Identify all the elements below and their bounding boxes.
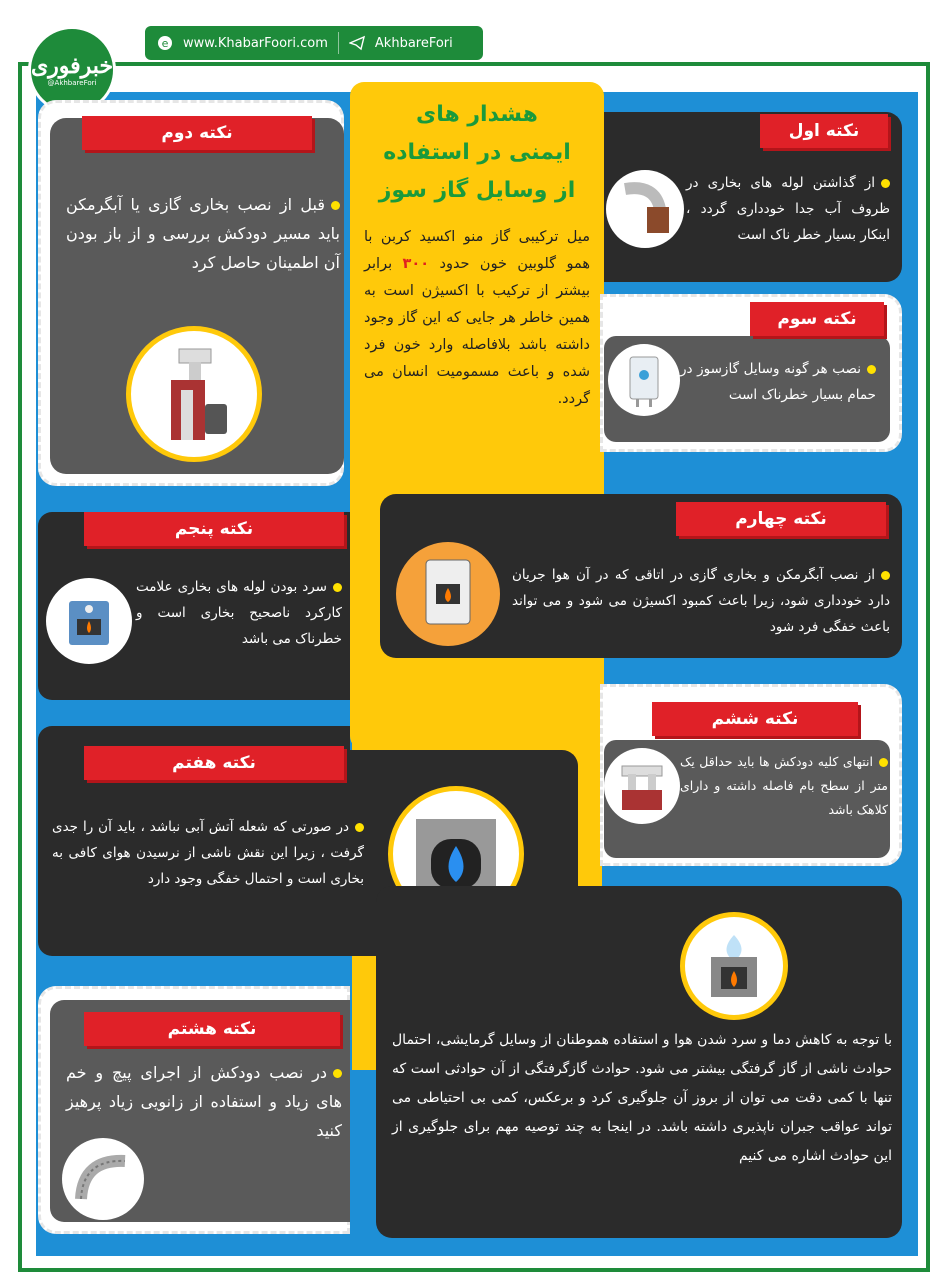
bullet-icon bbox=[867, 365, 876, 374]
center-body-part1: میل ترکیبی گاز منو اکسید کربن با همو گلوبین خون حدود bbox=[364, 229, 590, 272]
tip4-image bbox=[396, 542, 500, 646]
tip1-title: نکته اول bbox=[760, 114, 888, 148]
tip1-text-content: از گذاشتن لوله های بخاری در ظروف آب جدا خودداری گردد ، اینکار بسیار خطر ناک است bbox=[686, 175, 890, 243]
telegram-link[interactable]: AkhbareFori bbox=[374, 35, 453, 51]
main-title bbox=[358, 96, 596, 210]
title-line-3: از وسایل گاز سوز bbox=[378, 178, 576, 203]
logo-text: خبرفوری bbox=[30, 53, 114, 79]
bullet-icon bbox=[331, 201, 340, 210]
bullet-icon bbox=[355, 823, 364, 832]
center-body-text bbox=[364, 224, 590, 413]
tip7-title: نکته هفتم bbox=[84, 746, 344, 780]
tip2-image bbox=[126, 326, 262, 462]
title-line-2: ایمنی در استفاده bbox=[383, 140, 571, 165]
tip2-text-content: قبل از نصب بخاری گازی یا آبگرمکن باید مسیر دودکش بررسی و از باز بودن آن اطمینان حاصل کرد bbox=[66, 195, 340, 272]
tip4-title: نکته چهارم bbox=[676, 502, 886, 536]
svg-text:e: e bbox=[161, 37, 169, 50]
bullet-icon bbox=[881, 179, 890, 188]
tip4-text bbox=[512, 562, 890, 640]
heater-fireplace-icon bbox=[699, 931, 769, 1001]
tip4-text-content: از نصب آبگرمکن و بخاری گازی در اتاقی که در آن هوا جریان دارد خودداری شود، زیرا باعث کمبود اکسیژن می شود و می تواند باعث خفگی فرد شود bbox=[512, 567, 890, 635]
bullet-icon bbox=[333, 1069, 342, 1078]
tip6-title: نکته ششم bbox=[652, 702, 858, 736]
tip8-title: نکته هشتم bbox=[84, 1012, 340, 1046]
bullet-icon bbox=[881, 571, 890, 580]
intro-image bbox=[680, 912, 788, 1020]
tip6-text bbox=[680, 750, 888, 822]
tip8-text-content: در نصب دودکش از اجرای پیچ و خم های زیاد و استفاده از زانویی زیاد پرهیز کنید bbox=[66, 1063, 342, 1140]
tip5-image bbox=[46, 578, 132, 664]
tip3-title: نکته سوم bbox=[750, 302, 884, 336]
tip5-text bbox=[136, 574, 342, 652]
intro-text: با توجه به کاهش دما و سرد شدن هوا و استفاده هموطنان از وسایل گرمایشی، احتمال حوادث ناشی از گاز گرفتگی بیشتر می شود. حوادث گازگرفتگی از آن حوادثی است که تنها با کمی دقت می توان از بروز آن جلوگیری کرد و برعکس، کمی بی احتیاطی می تواند عواقب جبران ناپذیری داشته باشد. در اینجا به چند توصیه مهم برای جلوگیری از این حوادث اشاره می کنیم bbox=[392, 1032, 892, 1164]
website-link[interactable]: www.KhabarFoori.com bbox=[183, 35, 328, 51]
center-body-highlight: ۳۰۰ bbox=[402, 256, 430, 272]
logo-handle: @AkhbareFori bbox=[47, 79, 97, 87]
tip3-text-content: نصب هر گونه وسایل گازسوز در حمام بسیار خطرناک است bbox=[680, 361, 876, 403]
header-bar bbox=[145, 26, 483, 60]
fireplace-flame-icon bbox=[411, 814, 501, 894]
bullet-icon bbox=[879, 758, 888, 767]
tip3-text bbox=[680, 356, 876, 408]
tip5-text-content: سرد بودن لوله های بخاری علامت کارکرد ناصحیح بخاری است و خطرناک می باشد bbox=[136, 579, 342, 647]
pipe-in-bucket-icon bbox=[615, 179, 675, 239]
flex-pipe-icon bbox=[73, 1149, 133, 1209]
chimney-cap-icon bbox=[614, 758, 670, 814]
tip6-text-content: انتهای کلیه دودکش ها باید حداقل یک متر از سطح بام فاصله داشته و دارای کلاهک باشد bbox=[680, 754, 888, 817]
tip2-title: نکته دوم bbox=[82, 116, 312, 150]
tip8-text bbox=[66, 1058, 342, 1145]
wall-heater-icon bbox=[416, 554, 480, 634]
center-body-part2: برابر بیشتر از ترکیب با اکسیژن است به همین خاطر هر جایی که این گاز وجود داشته باشد بلافاصله وارد خون فرد شده و باعث مسمومیت انسان می گردد. bbox=[364, 256, 590, 407]
water-heater-icon bbox=[622, 353, 666, 407]
tip6-image bbox=[604, 748, 680, 824]
tip1-image bbox=[606, 170, 684, 248]
bullet-icon bbox=[333, 583, 342, 592]
tip2-text bbox=[66, 190, 340, 277]
telegram-icon bbox=[349, 35, 365, 51]
tip1-text bbox=[686, 170, 890, 248]
browser-icon bbox=[157, 35, 173, 51]
title-line-1: هشدار های bbox=[416, 102, 538, 127]
tip5-title: نکته پنجم bbox=[84, 512, 344, 546]
tip8-image bbox=[62, 1138, 144, 1220]
tip7-text-content: در صورتی که شعله آتش آبی نباشد ، باید آن را جدی گرفت ، زیرا این نقش ناشی از نرسیدن هوای کافی به بخاری است و احتمال خفگی وجود دارد bbox=[52, 819, 364, 887]
heater-stove-icon bbox=[61, 591, 117, 651]
tip3-image bbox=[608, 344, 680, 416]
header-divider bbox=[338, 32, 339, 54]
chimney-heater-icon bbox=[149, 344, 239, 444]
tip7-text bbox=[52, 814, 364, 892]
